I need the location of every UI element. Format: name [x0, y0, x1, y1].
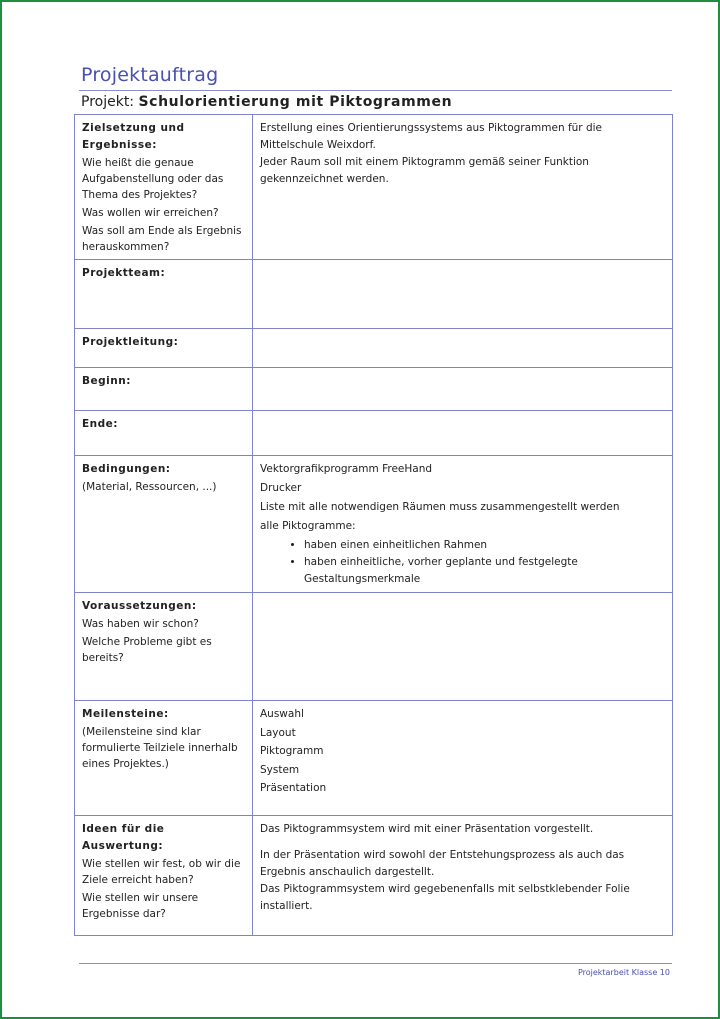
project-label: Projekt:	[81, 94, 135, 110]
content-line: In der Präsentation wird sowohl der Entstehungsprozess als auch das Ergebnis anschaulich dargestellt.	[260, 849, 625, 878]
list-item: • haben einheitliche, vorher geplante und festgelegte Gestaltungsmerkmale	[304, 554, 665, 588]
row-meilensteine	[75, 701, 673, 816]
cell-ende-content	[253, 411, 673, 456]
footer-divider	[79, 963, 672, 964]
project-line	[81, 94, 452, 110]
footer-text: Projektarbeit Klasse 10	[577, 968, 670, 977]
row-projektleitung	[75, 329, 673, 368]
heading-projektleitung: Projektleitung:	[82, 336, 179, 348]
cell-beginn-content	[253, 368, 673, 411]
heading-zielsetzung: Zielsetzung und Ergebnisse:	[82, 122, 185, 151]
row-ideen	[75, 816, 673, 936]
heading-ideen: Ideen für die Auswertung:	[82, 823, 165, 852]
heading-ende: Ende:	[82, 418, 118, 430]
list-item: • haben einen einheitlichen Rahmen	[304, 537, 665, 554]
content-line: Drucker	[260, 482, 302, 494]
cell-projektteam-label	[75, 260, 253, 329]
cell-zielsetzung-label	[75, 115, 253, 260]
cell-bedingungen-label	[75, 456, 253, 593]
row-bedingungen	[75, 456, 673, 593]
cell-ideen-label	[75, 816, 253, 936]
milestone-item: Auswahl	[260, 708, 304, 720]
cell-ideen-content	[253, 816, 673, 936]
cell-projektteam-content	[253, 260, 673, 329]
paragraph-gap	[260, 838, 665, 847]
cell-beginn-label	[75, 368, 253, 411]
bullet-list	[260, 537, 665, 588]
heading-meilensteine: Meilensteine:	[82, 708, 169, 720]
question-text: Was haben wir schon?	[82, 618, 199, 630]
cell-voraussetzungen-label	[75, 593, 253, 701]
question-text: Was soll am Ende als Ergebnis herauskommen?	[82, 225, 242, 253]
question-text: Welche Probleme gibt es bereits?	[82, 636, 212, 664]
heading-voraussetzungen: Voraussetzungen:	[82, 600, 197, 612]
row-ende	[75, 411, 673, 456]
content-line: alle Piktogramme:	[260, 520, 356, 532]
milestone-item: System	[260, 763, 300, 776]
note-text: (Meilensteine sind klar formulierte Teilziele innerhalb eines Projektes.)	[82, 726, 238, 770]
cell-meilensteine-content	[253, 701, 673, 816]
note-text: (Material, Ressourcen, ...)	[82, 481, 217, 493]
cell-projektleitung-label	[75, 329, 253, 368]
project-name: Schulorientierung mit Piktogrammen	[138, 94, 453, 110]
question-text: Wie stellen wir unsere Ergebnisse dar?	[82, 892, 199, 920]
heading-projektteam: Projektteam:	[82, 267, 166, 279]
cell-projektleitung-content	[253, 329, 673, 368]
row-voraussetzungen	[75, 593, 673, 701]
document-title: Projektauftrag	[81, 64, 219, 86]
question-text: Wie stellen wir fest, ob wir die Ziele erreicht haben?	[82, 858, 241, 886]
milestone-item: Layout	[260, 726, 296, 739]
cell-ende-label	[75, 411, 253, 456]
heading-beginn: Beginn:	[82, 375, 131, 387]
milestone-item: Piktogramm	[260, 745, 324, 757]
cell-zielsetzung-content	[253, 115, 673, 260]
milestone-item: Präsentation	[260, 782, 327, 794]
content-line: Liste mit alle notwendigen Räumen muss zusammengestellt werden	[260, 501, 620, 513]
content-line: Das Piktogrammsystem wird mit einer Präsentation vorgestellt.	[260, 823, 594, 835]
cell-meilensteine-label	[75, 701, 253, 816]
question-text: Was wollen wir erreichen?	[82, 207, 219, 219]
row-beginn	[75, 368, 673, 411]
row-zielsetzung	[75, 115, 673, 260]
content-line: Vektorgrafikprogramm FreeHand	[260, 463, 433, 475]
project-table	[74, 114, 673, 936]
content-line: Jeder Raum soll mit einem Piktogramm gemäß seiner Funktion gekennzeichnet werden.	[260, 156, 589, 185]
content-line: Erstellung eines Orientierungssystems aus Piktogrammen für die Mittelschule Weixdorf.	[260, 122, 602, 151]
heading-bedingungen: Bedingungen:	[82, 463, 171, 475]
cell-voraussetzungen-content	[253, 593, 673, 701]
question-text: Wie heißt die genaue Aufgabenstellung oder das Thema des Projektes?	[82, 157, 224, 201]
content-line: Das Piktogrammsystem wird gegebenenfalls mit selbstklebender Folie installiert.	[260, 883, 630, 912]
cell-bedingungen-content	[253, 456, 673, 593]
title-divider	[79, 90, 672, 91]
row-projektteam	[75, 260, 673, 329]
